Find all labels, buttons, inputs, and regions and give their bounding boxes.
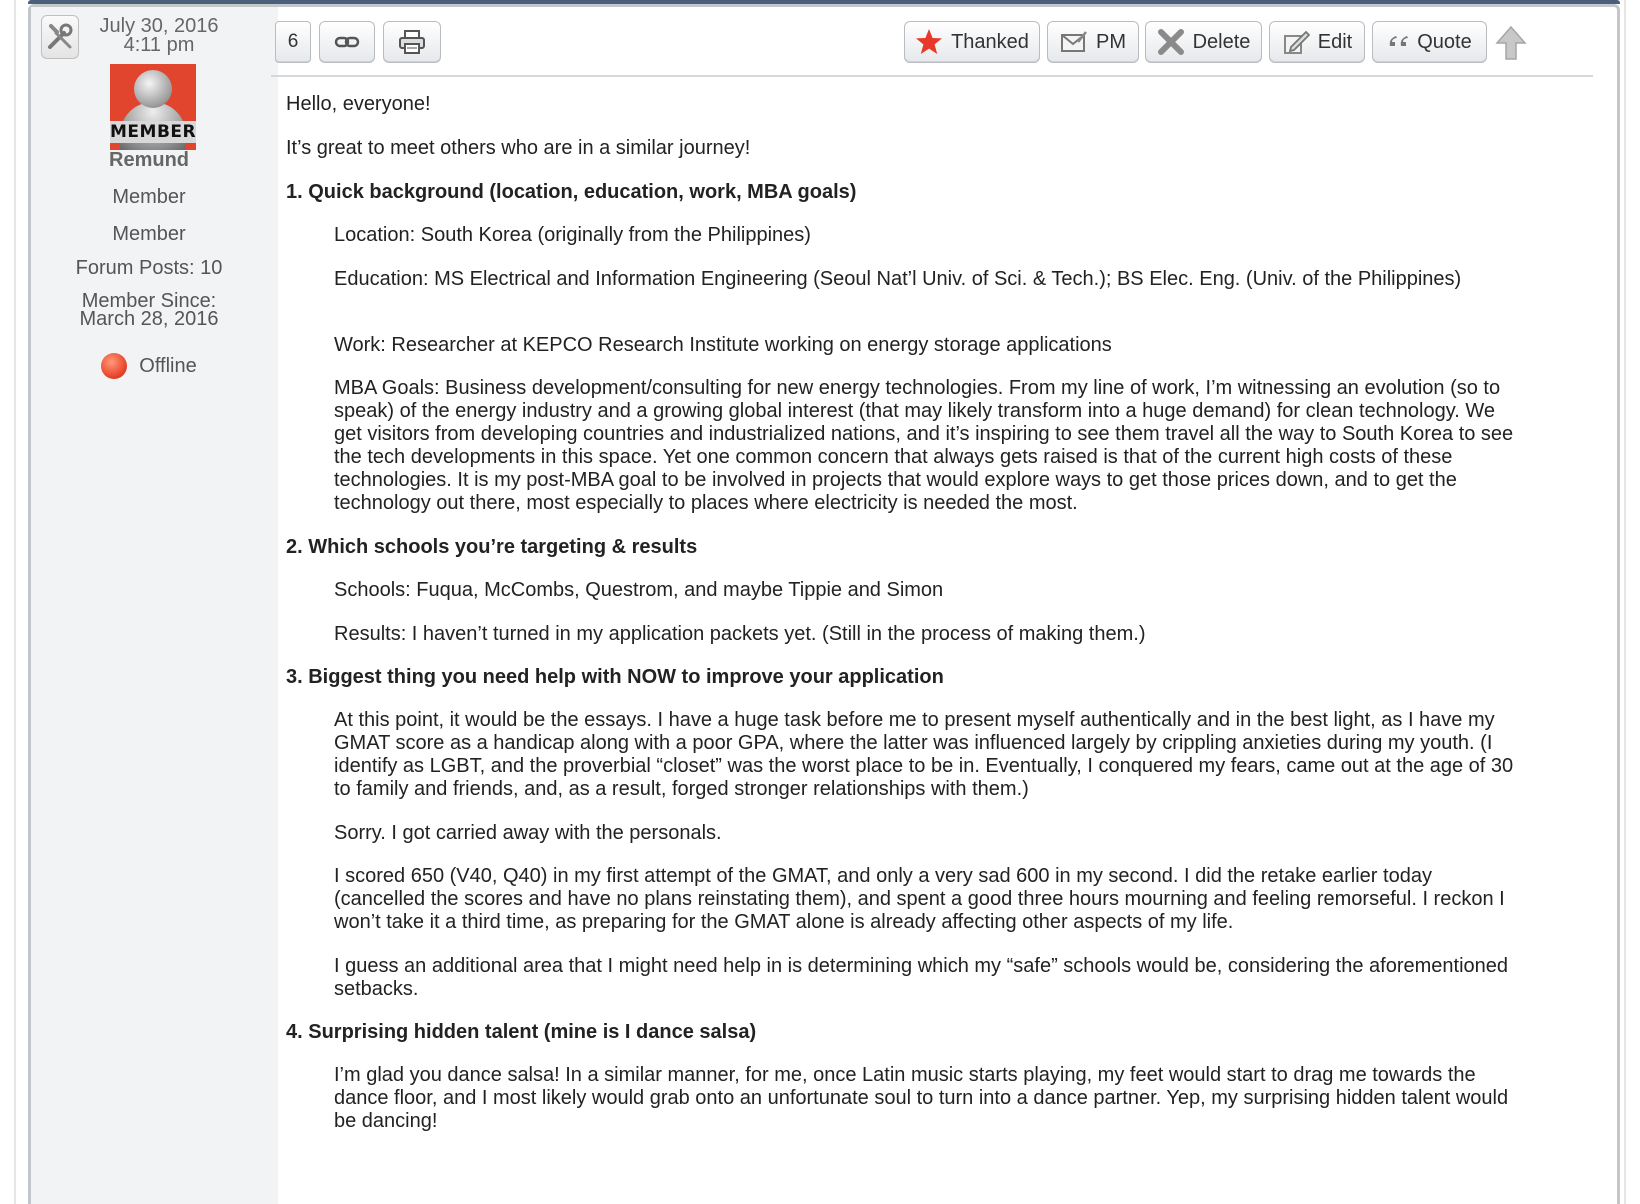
page-edge-right	[1624, 0, 1626, 1204]
forum-post	[28, 4, 1620, 1204]
scroll-top-button[interactable]	[1495, 25, 1527, 61]
intro: It’s great to meet others who are in a similar journey!	[286, 137, 751, 159]
star-icon	[915, 28, 943, 56]
post-date-time: 4:11 pm	[123, 34, 195, 56]
gmat-paragraph: I scored 650 (V40, Q40) in my first attempt of the GMAT, and only a very sad 600 in my second. I did the retake earlier today (cancelled the scores and have no plans reinstating them), and spent a good three hours mourning and feeling remorseful. I reckon I won’t take it a third time, as preparing for the GMAT alone is already affecting other aspects of my life.	[334, 865, 1505, 933]
member-since-date: March 28, 2016	[79, 308, 219, 330]
delete-label: Delete	[1192, 30, 1251, 53]
quote-icon	[1387, 33, 1409, 51]
essays-paragraph: At this point, it would be the essays. I have a huge task before me to present myself authentically and in the best light, as I have my GMAT score as a handicap along with a poor GPA, where the latter was influenced largely by crippling anxieties during my youth. (I identify as LGBT, and the proverbial “closet” was the worst place to be in. Eventually, I conquered my fears, came out at the age of 30 to family and friends, and, as a result, forged stronger relationships with them.)	[334, 709, 1514, 800]
author-sidebar	[31, 7, 278, 1204]
greeting: Hello, everyone!	[286, 93, 431, 115]
post-date	[89, 17, 229, 55]
question-1-heading: 1. Quick background (location, education, work, MBA goals)	[286, 181, 857, 203]
forum-posts-count: Forum Posts: 10	[75, 257, 223, 279]
avatar-label: MEMBER	[110, 122, 196, 142]
tools-icon[interactable]	[41, 15, 79, 59]
results-line: Results: I haven’t turned in my application packets yet. (Still in the process of making them.)	[334, 623, 1146, 645]
mba-goals-paragraph: MBA Goals: Business development/consulting for new energy technologies. From my line of work, I’m witnessing an evolution (so to speak) of the energy industry and a growing global interest (that may likely transform into a huge demand) for clean technology. We get visitors from developing countries and industrialized nations, and it’s inspiring to see them travel all the way to South Korea to see the tech developments in this space. Yet one common concern that always gets raised is that of the current high costs of these technologies. It is my post-MBA goal to be involved in projects that would explore ways to get those prices down, and to get the technology out there, most especially to places where electricity is needed the most.	[334, 377, 1514, 514]
status-label: Offline	[139, 354, 197, 377]
talent-paragraph: I’m glad you dance salsa! In a similar manner, for me, once Latin music starts playing, my feet would start to drag me towards the dance floor, and I most likely would grab onto an unfortunate soul to turn into a dance partner. Yep, my surprising hidden talent would be dancing!	[334, 1064, 1509, 1132]
edit-label: Edit	[1317, 30, 1353, 53]
edit-button[interactable]	[1269, 21, 1365, 63]
question-3-heading: 3. Biggest thing you need help with NOW to improve your application	[286, 666, 944, 688]
online-status	[31, 353, 267, 379]
permalink-button[interactable]	[319, 21, 375, 63]
print-button[interactable]	[383, 21, 441, 63]
question-2-heading: 2. Which schools you’re targeting & results	[286, 536, 698, 558]
up-arrow-icon	[1495, 25, 1527, 61]
post-toolbar	[275, 21, 1613, 69]
thanked-button[interactable]	[904, 21, 1040, 63]
thanked-label: Thanked	[951, 30, 1029, 53]
reply-count-button[interactable]: 6	[275, 21, 311, 63]
work-line: Work: Researcher at KEPCO Research Institute working on energy storage applications	[334, 334, 1112, 356]
link-icon	[334, 35, 360, 49]
user-role: Member	[112, 223, 186, 245]
user-rank: Member	[112, 186, 186, 208]
avatar[interactable]	[110, 64, 196, 150]
page-edge-left	[14, 0, 16, 1204]
pm-label: PM	[1096, 30, 1126, 53]
delete-button[interactable]	[1145, 21, 1262, 63]
envelope-icon	[1060, 30, 1088, 54]
schools-line: Schools: Fuqua, McCombs, Questrom, and maybe Tippie and Simon	[334, 579, 944, 601]
quote-button[interactable]	[1372, 21, 1487, 63]
sorry-line: Sorry. I got carried away with the personals.	[334, 822, 722, 844]
member-since	[31, 292, 267, 328]
username[interactable]: Remund	[109, 149, 189, 171]
question-4-heading: 4. Surprising hidden talent (mine is I dance salsa)	[286, 1021, 757, 1043]
printer-icon	[398, 29, 426, 55]
member-since-label: Member Since:	[81, 290, 217, 312]
post-date-day: July 30, 2016	[99, 15, 219, 37]
safe-schools-paragraph: I guess an additional area that I might need help in is determining which my “safe” schools would be, considering the aforementioned setbacks.	[334, 955, 1509, 1000]
offline-status-icon	[101, 353, 127, 379]
toolbar-divider	[271, 75, 1593, 77]
x-icon	[1157, 28, 1185, 56]
pencil-icon	[1282, 28, 1310, 56]
education-line: Education: MS Electrical and Information Engineering (Seoul Nat’l Univ. of Sci. & Tech.); BS Elec. Eng. (Univ. of the Philippines)	[334, 268, 1462, 290]
avatar-head-shape	[134, 70, 172, 108]
pm-button[interactable]	[1047, 21, 1139, 63]
location-line: Location: South Korea (originally from the Philippines)	[334, 224, 811, 246]
quote-label: Quote	[1417, 30, 1472, 53]
